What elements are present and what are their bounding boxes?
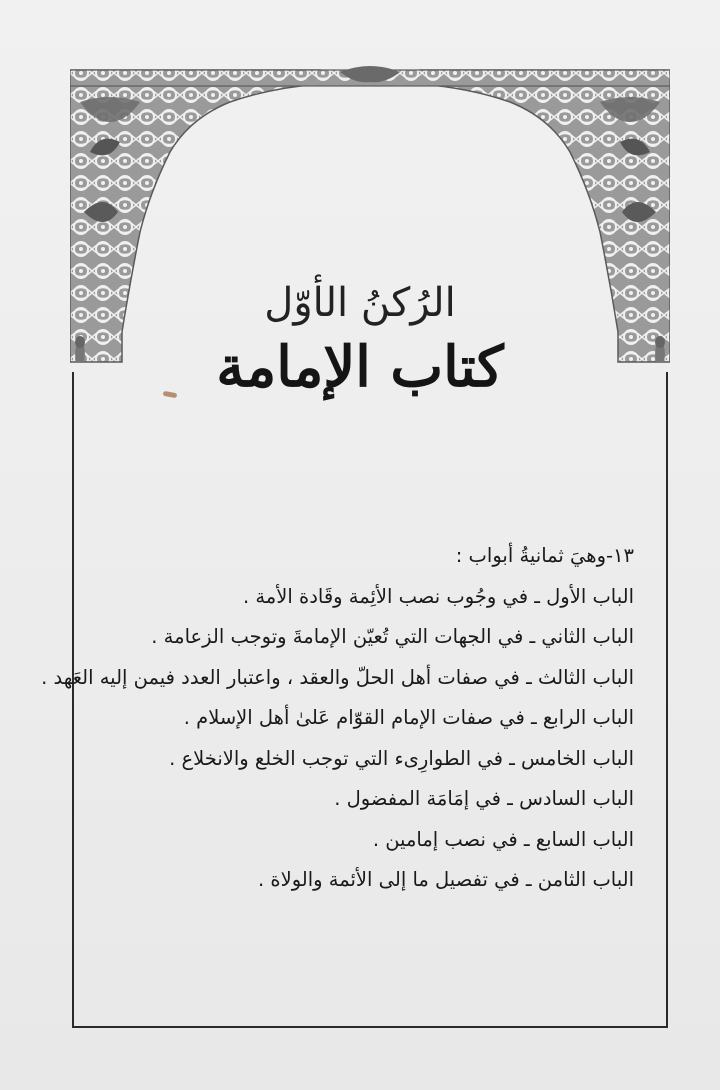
intro-line: ١٣-وهيَ ثمانيةُ أبواب : [455, 544, 634, 567]
chapter-item: الباب السابع ـ في نصب إمامين . [372, 827, 634, 851]
heading-block [0, 280, 720, 400]
frame-bottom-rule [72, 1026, 668, 1028]
chapter-item: الباب الأول ـ في وجُوب نصب الأئِمة وقَادة الأمة . [242, 584, 634, 608]
chapter-list [41, 536, 634, 901]
chapter-item: الباب الثالث ـ في صفات أهل الحلّ والعقد ، واعتبار العدد فيمن إليه العَهد . [41, 665, 634, 689]
chapter-item: الباب الثامن ـ في تفصيل ما إلى الأئمة والولاة . [257, 868, 634, 891]
chapter-item: الباب الثاني ـ في الجهات التي تُعيّن الإمامةَ وتوجب الزعامة . [151, 625, 634, 648]
book-title: كتاب الإمامة [216, 334, 504, 400]
chapter-item: الباب الرابع ـ في صفات الإمام القوّام عَلىٰ أهل الإسلام . [183, 706, 634, 729]
frame-left-rule [72, 372, 74, 1028]
section-label: الرُكنُ الأوّل [264, 280, 456, 326]
chapter-item: الباب السادس ـ في إمَامَة المفضول . [334, 787, 634, 810]
chapter-item: الباب الخامس ـ في الطوارِىء التي توجب الخلع والانخلاع . [169, 746, 634, 770]
frame-right-rule [666, 372, 668, 1028]
